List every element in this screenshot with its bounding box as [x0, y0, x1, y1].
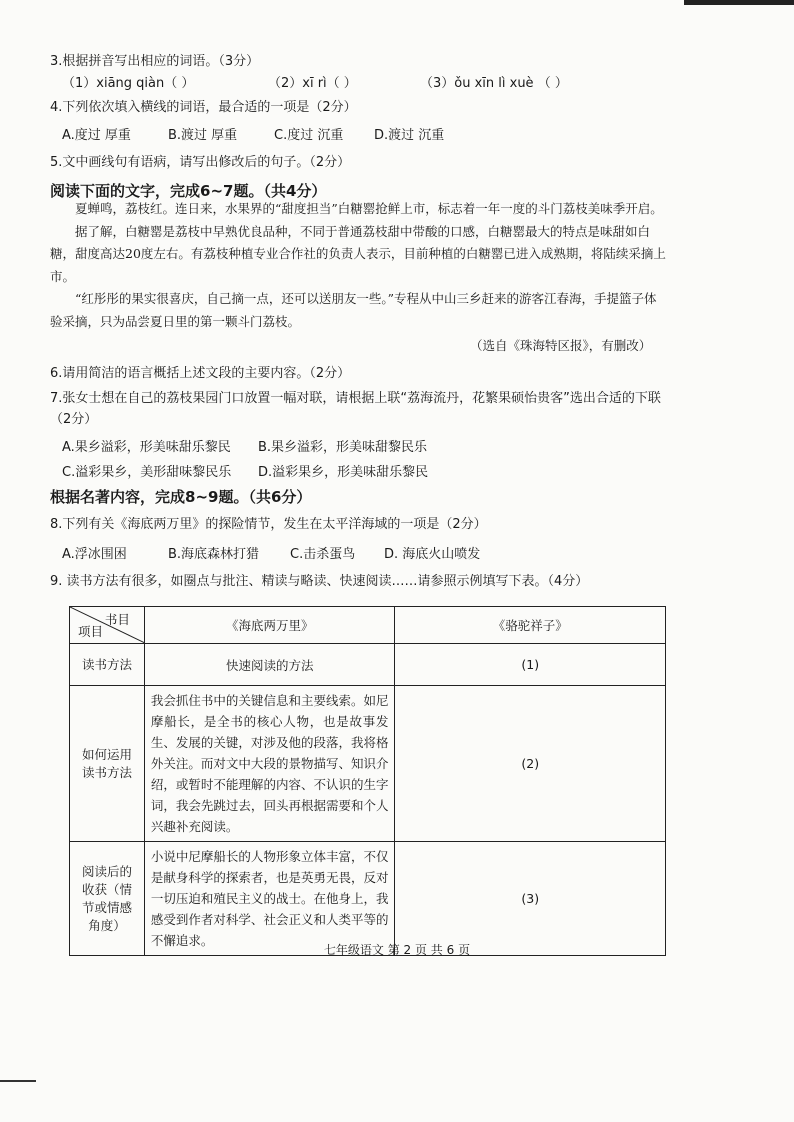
passage-paragraph: “红彤彤的果实很喜庆，自己摘一点，还可以送朋友一些。”专程从中山三乡赶来的游客江春海，手提篮子体验采摘，只为品尝夏日里的第一颗斗门荔枝。 [50, 291, 657, 329]
q5-text: 5.文中画线句有语病，请写出修改后的句子。（2分） [50, 155, 351, 170]
q3-item3: （3）ǒu xīn lì xuè （ ） [420, 76, 568, 91]
q4-option-b: B.渡过 厚重 [168, 128, 238, 143]
table-cell-answer-1[interactable]: (1) [395, 644, 666, 686]
table-col-header-1: 《海底两万里》 [144, 607, 395, 644]
reading-passage [50, 198, 666, 333]
table-row-head: 阅读后的收获（情节或情感角度） [70, 842, 145, 956]
table-row [70, 644, 666, 686]
q3-item1: （1）xiāng qiàn（ ） [62, 76, 195, 91]
q3-text: 3.根据拼音写出相应的词语。（3分） [50, 54, 260, 69]
q8-option-c: C.击杀蛋鸟 [290, 547, 356, 562]
q7-option-a: A.果乡溢彩，形美味甜乐黎民 [62, 440, 231, 455]
q8-option-b: B.海底森林打猎 [168, 547, 260, 562]
reading-method-table [69, 606, 666, 956]
q7-score: （2分） [50, 412, 98, 427]
scan-edge-mark-bottom [0, 1080, 36, 1082]
reading1-heading: 阅读下面的文字，完成6~7题。（共4分） [50, 182, 327, 200]
table-cell-example: 小说中尼摩船长的人物形象立体丰富，不仅是献身科学的探索者，也是英勇无畏，反对一切压迫和殖民主义的战士。在他身上，我感受到作者对科学、社会正义和人类平等的不懈追求。 [144, 842, 395, 956]
corner-label-book: 书目 [104, 612, 130, 627]
table-cell-example: 我会抓住书中的关键信息和主要线索。如尼摩船长，是全书的核心人物，也是故事发生、发展的关键，对涉及他的段落，我将格外关注。而对文中大段的景物描写、知识介绍，或暂时不能理解的内容、不认识的生字词，我会先跳过去，回头再根据需要和个人兴趣补充阅读。 [144, 686, 395, 842]
table-header-row [70, 607, 666, 644]
q9-text: 9. 读书方法有很多，如圈点与批注、精读与略读、快速阅读……请参照示例填写下表。（4分） [50, 574, 589, 589]
passage-paragraph: 夏蝉鸣，荔枝红。连日来，水果界的“甜度担当”白糖罂抢鲜上市，标志着一年一度的斗门荔枝美味季开启。 [75, 201, 663, 216]
q7-option-c: C.溢彩果乡，美形甜味黎民乐 [62, 465, 232, 480]
q8-option-a: A.浮冰围困 [62, 547, 127, 562]
table-row [70, 842, 666, 956]
table-cell-answer-2[interactable]: (2) [395, 686, 666, 842]
table-cell-example: 快速阅读的方法 [144, 644, 395, 686]
q4-text: 4.下列依次填入横线的词语，最合适的一项是（2分） [50, 100, 357, 115]
q7-option-b: B.果乡溢彩，形美味甜黎民乐 [258, 440, 428, 455]
passage-paragraph: 据了解，白糖罂是荔枝中早熟优良品种，不同于普通荔枝甜中带酸的口感，白糖罂最大的特点是味甜如白糖，甜度高达20度左右。有荔枝种植专业合作社的负责人表示，目前种植的白糖罂已进入成熟期，将陆续采摘上市。 [50, 223, 666, 284]
corner-label-item: 项目 [78, 624, 104, 639]
q8-text: 8.下列有关《海底两万里》的探险情节，发生在太平洋海域的一项是（2分） [50, 517, 487, 532]
table-row-head: 如何运用读书方法 [70, 686, 145, 842]
table-row-head: 读书方法 [70, 644, 145, 686]
reading2-heading: 根据名著内容，完成8~9题。（共6分） [50, 488, 312, 506]
passage-source: （选自《珠海特区报》，有删改） [470, 338, 652, 353]
q7-text: 7.张女士想在自己的荔枝果园门口放置一幅对联，请根据上联“荔海流丹，花繁果硕怡贵客”选出合适的下联 [50, 391, 661, 406]
q6-text: 6.请用简洁的语言概括上述文段的主要内容。（2分） [50, 366, 351, 381]
q4-option-a: A.度过 厚重 [62, 128, 131, 143]
table-row [70, 686, 666, 842]
table-corner-cell [70, 607, 145, 644]
q3-item2: （2）xī rì（ ） [268, 76, 357, 91]
q4-option-d: D.渡过 沉重 [374, 128, 445, 143]
scan-edge-mark [684, 0, 794, 5]
q8-option-d: D. 海底火山喷发 [384, 547, 481, 562]
table-col-header-2: 《骆驼祥子》 [395, 607, 666, 644]
table-cell-answer-3[interactable]: (3) [395, 842, 666, 956]
q4-option-c: C.度过 沉重 [274, 128, 344, 143]
page-footer: 七年级语文 第 2 页 共 6 页 [323, 943, 471, 957]
q7-option-d: D.溢彩果乡，形美味甜乐黎民 [258, 465, 429, 480]
